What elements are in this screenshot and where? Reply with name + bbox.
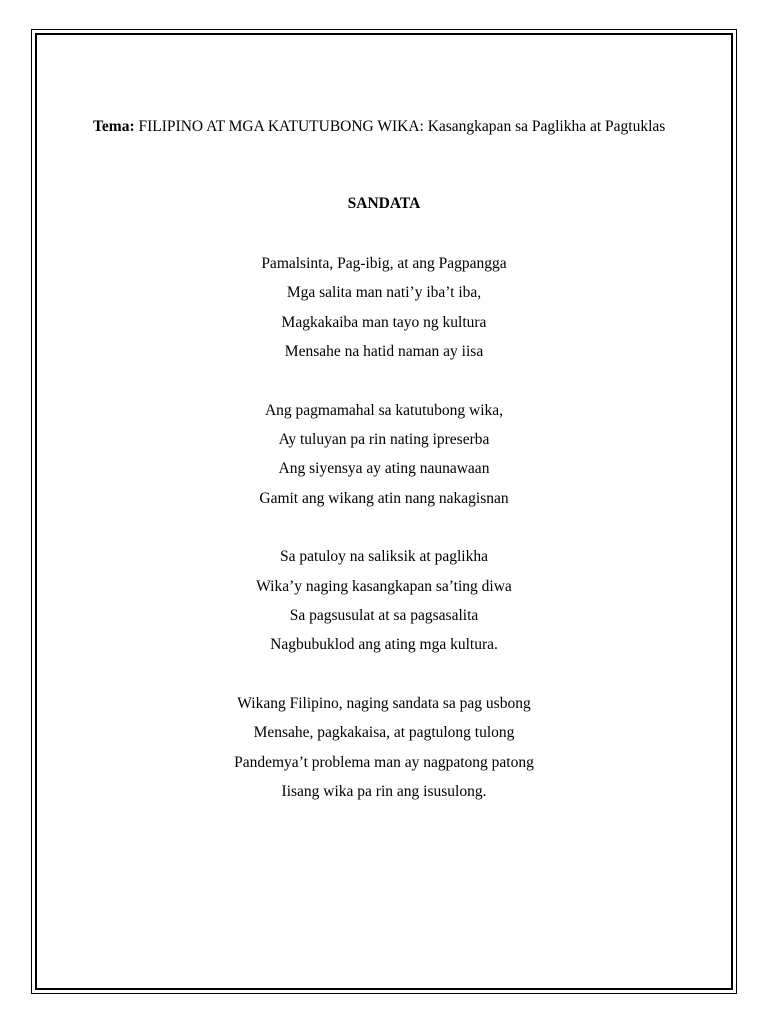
poem-line: Pandemya’t problema man ay nagpatong patong	[234, 753, 534, 771]
poem-line: Pamalsinta, Pag-ibig, at ang Pagpangga	[261, 255, 507, 272]
poem-line: Ang pagmamahal sa katutubong wika,	[264, 401, 504, 419]
poem-line: Mga salita man nati’y iba’t iba,	[286, 284, 482, 302]
poem-line: Ang siyensya ay ating naunawaan	[278, 460, 490, 478]
poem-line: Sa patuloy na saliksik at paglikha	[280, 548, 488, 566]
poem-line: Mensahe, pagkakaisa, at pagtulong tulong	[253, 724, 515, 742]
poem-line: Ay tuluyan pa rin nating ipreserba	[278, 430, 490, 448]
poem-line: Mensahe na hatid naman ay iisa	[284, 342, 484, 360]
theme-text: FILIPINO AT MGA KATUTUBONG WIKA: Kasangkapan sa Paglikha at Pagtuklas	[134, 118, 666, 135]
stanza-1	[0, 254, 768, 371]
poem-line: Gamit ang wikang atin nang nakagisnan	[259, 489, 509, 507]
poem-title: SANDATA	[347, 195, 421, 212]
theme-header	[93, 117, 683, 136]
stanza-2	[0, 401, 768, 518]
poem-line: Nagbubuklod ang ating mga kultura.	[270, 636, 498, 654]
poem-line: Iisang wika pa rin ang isusulong.	[281, 782, 487, 800]
stanza-3	[0, 547, 768, 664]
poem-line: Wika’y naging kasangkapan sa’ting diwa	[256, 577, 512, 595]
theme-label: Tema:	[93, 118, 135, 135]
poem-body	[0, 254, 768, 841]
poem-line: Magkakaiba man tayo ng kultura	[281, 313, 487, 331]
stanza-4	[0, 694, 768, 811]
poem-line: Sa pagsusulat at sa pagsasalita	[289, 606, 479, 624]
poem-line: Wikang Filipino, naging sandata sa pag usbong	[237, 695, 531, 713]
